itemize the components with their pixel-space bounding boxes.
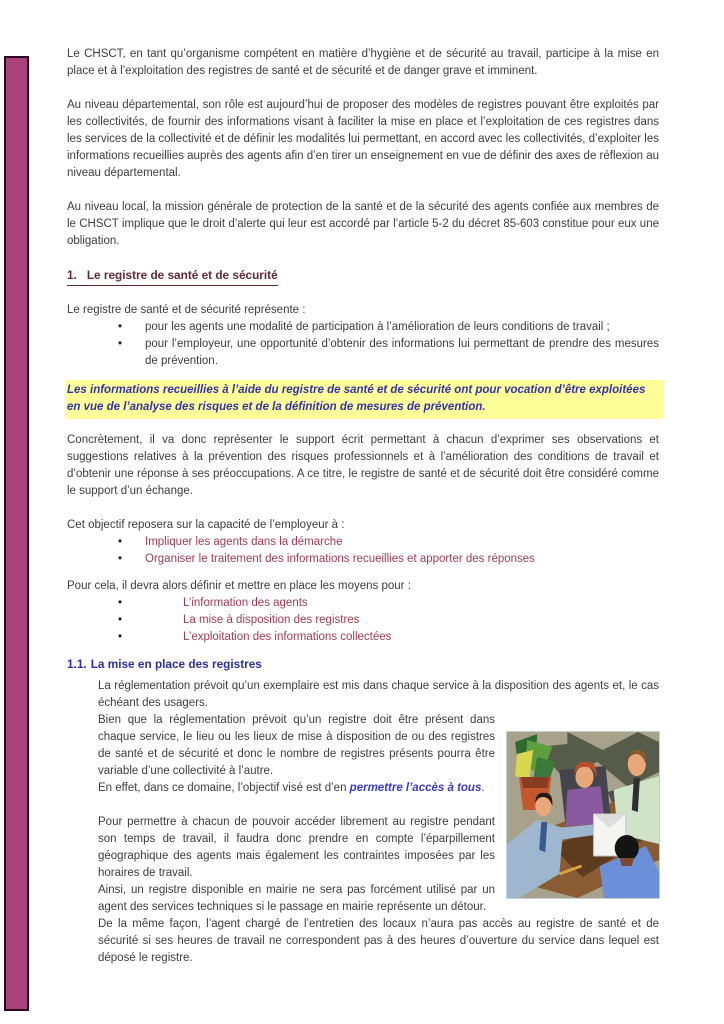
section-1-heading — [67, 267, 278, 286]
list-item — [118, 336, 659, 370]
bullet-icon: • — [118, 631, 123, 643]
support-paragraph: Concrètement, il va donc représenter le support écrit permettant à chacun d’exprimer ses observations et suggestions relatives à la prévention des risques professionnels et à l’amélioration des conditions de travail et d’obtenir une réponse à ses préoccupations. A ce titre, le registre de santé et de sécurité doit être considéré comme le support d’un échange. — [67, 434, 659, 497]
list-item — [118, 595, 659, 612]
office-meeting-illustration-icon — [507, 732, 659, 898]
section-1-1-title: La mise en place des registres — [90, 657, 262, 671]
section-1-1-number: 1.1. — [67, 657, 87, 671]
list-item-text: Impliquer les agents dans la démarche — [145, 536, 343, 548]
section-1-lead: Le registre de santé et de sécurité représente : — [67, 304, 306, 316]
list-item-text: Organiser le traitement des informations recueillies et apporter des réponses — [145, 553, 535, 565]
bullet-icon: • — [118, 553, 123, 565]
section-1-title: Le registre de santé et de sécurité — [86, 268, 278, 282]
list-item — [118, 612, 659, 629]
section-1-1-body — [98, 678, 659, 967]
bullet-icon: • — [118, 338, 123, 350]
mairie-example-paragraph: Ainsi, un registre disponible en mairie ne sera pas forcément utilisé par un agent des services techniques si le passage en mairie représente un détour. — [98, 884, 495, 913]
access-emphasis: permettre l’accès à tous — [349, 782, 482, 794]
list-item-text: L’information des agents — [183, 597, 308, 609]
objective-list — [67, 534, 659, 568]
register-purpose-list — [67, 319, 659, 370]
bullet-icon: • — [118, 597, 123, 609]
list-item-text: La mise à disposition des registres — [183, 614, 360, 626]
document-page — [67, 46, 659, 967]
bullet-icon: • — [118, 614, 123, 626]
section-1-1-heading — [67, 656, 659, 673]
objective-lead: Cet objectif reposera sur la capacité de l’employeur à : — [67, 519, 345, 531]
section-1-number: 1. — [67, 268, 77, 282]
cleaning-agent-paragraph: De la même façon, l’agent chargé de l’entretien des locaux n’aura pas accès au registre de santé et de sécurité si ses heures de travail ne correspondent pas à des heures d’ouverture du service dans lequel est déposé le registre. — [98, 918, 659, 964]
list-item-text: pour les agents une modalité de participation à l’amélioration de leurs conditions de travail ; — [145, 321, 610, 333]
left-accent-bar — [4, 56, 29, 1011]
highlighted-note: Les informations recueillies à l’aide du registre de santé et de sécurité ont pour vocation d’être exploitées en vue de l’analyse des risques et de la définition de mesures de prévention. — [65, 380, 663, 419]
office-meeting-image — [507, 732, 659, 898]
intro-paragraph-3: Au niveau local, la mission générale de protection de la santé et de la sécurité des agents confiée aux membres de le CHSCT implique que le droit d’alerte qui leur est accordé par l’article 5-2 du décret 85-603 constitue pour eux une obligation. — [67, 201, 659, 247]
list-item — [118, 534, 659, 551]
access-constraints-paragraph: Pour permettre à chacun de pouvoir accéder librement au registre pendant son temps de travail, il faudra donc prendre en compte l’éparpillement géographique des agents mais également les contraintes imposées par les horaires de travail. — [98, 816, 495, 879]
list-item — [118, 629, 659, 646]
bullet-icon: • — [118, 536, 123, 548]
means-lead: Pour cela, il devra alors définir et mettre en place les moyens pour : — [67, 580, 411, 592]
intro-paragraph-1: Le CHSCT, en tant qu’organisme compétent en matière d’hygiène et de sécurité au travail, participe à la mise en place et à l’exploitation des registres de santé et de sécurité et de danger grave et imminent. — [67, 48, 659, 77]
list-item — [118, 551, 659, 568]
bullet-icon: • — [118, 321, 123, 333]
list-item — [118, 319, 659, 336]
intro-paragraph-2: Au niveau départemental, son rôle est aujourd’hui de proposer des modèles de registres pouvant être exploités par les collectivités, de fournir des informations visant à faciliter la mise en place et l’exploitation de ces registres dans les services de la collectivité et de définir les modalités lui permettant, en accord avec les collectivités, d’exploiter les informations recueillies auprès des agents afin d’en tirer un enseignement en vue de définir des axes de réflexion au niveau départemental. — [67, 99, 659, 179]
list-item-text: pour l’employeur, une opportunité d’obtenir des informations lui permettant de prendre des mesures de prévention. — [145, 338, 659, 367]
regulation-paragraph-2: Bien que la réglementation prévoit qu’un registre doit être présent dans chaque service, le lieu ou les lieux de mise à disposition de ou des registres de santé et de sécurité et donc le nombre de registres présents pourra être variable d’une collectivité à l’autre. — [98, 714, 495, 777]
list-item-text: L’exploitation des informations collectées — [183, 631, 392, 643]
regulation-paragraph-1: La réglementation prévoit qu’un exemplaire est mis dans chaque service à la disposition des agents et, le cas échéant des usagers. — [98, 680, 659, 709]
means-list — [67, 595, 659, 646]
access-text-suffix: . — [481, 782, 485, 794]
access-text-prefix: En effet, dans ce domaine, l’objectif visé est d’en — [98, 782, 350, 794]
